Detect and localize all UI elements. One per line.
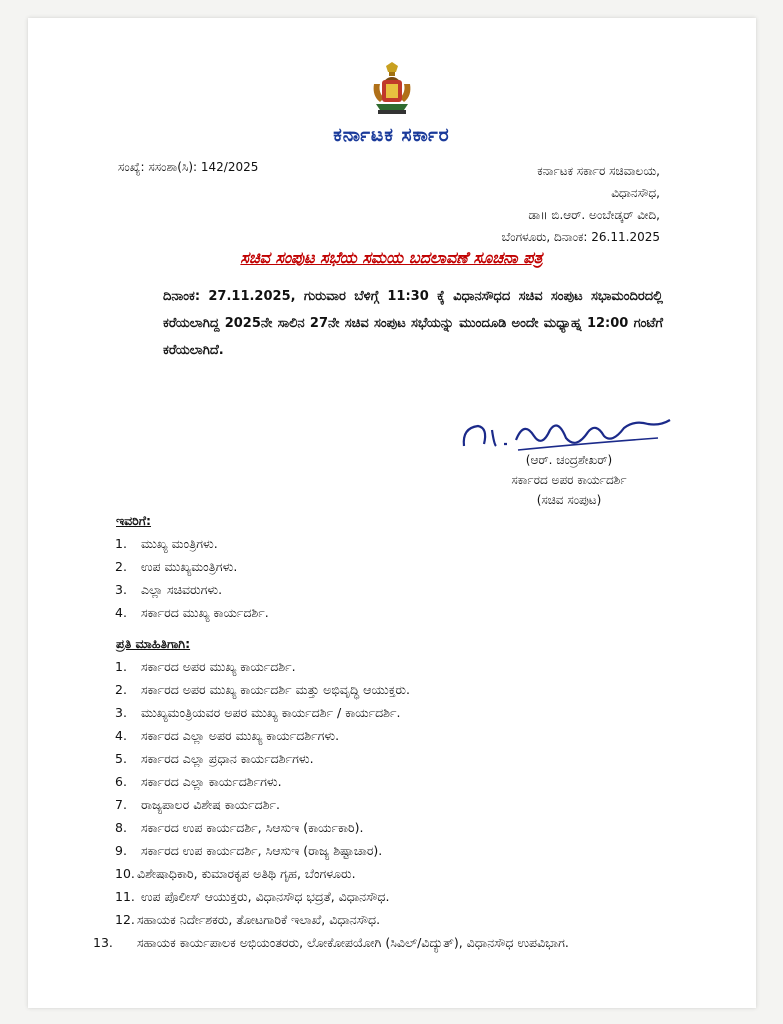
address-line: ವಿಧಾನಸೌಧ,: [611, 186, 660, 200]
list-item: 6. ಸರ್ಕಾರದ ಎಲ್ಲಾ ಕಾರ್ಯದರ್ಶಿಗಳು.: [115, 774, 282, 789]
copy-heading: ಪ್ರತಿ ಮಾಹಿತಿಗಾಗಿ:: [116, 636, 191, 651]
notice-title-text: ಸಚಿವ ಸಂಪುಟ ಸಭೆಯ ಸಮಯ ಬದಲಾವಣೆ ಸೂಚನಾ ಪತ್ರ: [240, 248, 543, 267]
list-item: 3. ಎಲ್ಲಾ ಸಚಿವರುಗಳು.: [115, 582, 223, 597]
list-item: 5. ಸರ್ಕಾರದ ಎಲ್ಲಾ ಪ್ರಧಾನ ಕಾರ್ಯದರ್ಶಿಗಳು.: [115, 751, 314, 766]
to-list: [115, 532, 269, 624]
list-item: 12. ಸಹಾಯಕ ನಿರ್ದೇಶಕರು, ತೋಟಗಾರಿಕೆ ಇಲಾಖೆ, ವಿಧಾನಸೌಧ.: [115, 912, 381, 927]
address-line: ಕರ್ನಾಟಕ ಸರ್ಕಾರ ಸಚಿವಾಲಯ,: [537, 164, 660, 178]
list-item: 9. ಸರ್ಕಾರದ ಉಪ ಕಾರ್ಯದರ್ಶಿ, ಸಿಆಸುಇ (ರಾಜ್ಯ ಶಿಷ್ಟಾಚಾರ).: [115, 843, 383, 858]
address-line: ಡಾ॥ ಬಿ.ಆರ್. ಅಂಬೇಡ್ಕರ್ ವೀದಿ,: [528, 208, 660, 222]
notice-title: [0, 248, 783, 268]
list-item: 7. ರಾಜ್ಯಪಾಲರ ವಿಶೇಷ ಕಾರ್ಯದರ್ಶಿ.: [115, 797, 281, 812]
list-item: 3. ಮುಖ್ಯಮಂತ್ರಿಯವರ ಅಪರ ಮುಖ್ಯ ಕಾರ್ಯದರ್ಶಿ / ಕಾರ್ಯದರ್ಶಿ.: [115, 705, 401, 720]
list-item: 1. ಸರ್ಕಾರದ ಅಪರ ಮುಖ್ಯ ಕಾರ್ಯದರ್ಶಿ.: [115, 659, 296, 674]
notice-body: ದಿನಾಂಕ: 27.11.2025, ಗುರುವಾರ ಬೆಳಿಗ್ಗೆ 11:30 ಕ್ಕೆ ವಿಧಾನಸೌಧದ ಸಚಿವ ಸಂಪುಟ ಸಭಾಮಂದಿರದಲ್ಲಿ ಕರೆಯಲಾಗಿದ್ದ 2025ನೇ ಸಾಲಿನ 27ನೇ ಸಚಿವ ಸಂಪುಟ ಸಭೆಯನ್ನು ಮುಂದೂಡಿ ಅಂದೇ ಮಧ್ಯಾಹ್ನ 12:00 ಗಂಟೆಗೆ ಕರೆಯಲಾಗಿದೆ.: [163, 289, 663, 358]
to-heading: ಇವರಿಗೆ:: [116, 513, 152, 528]
list-item: 2. ಸರ್ಕಾರದ ಅಪರ ಮುಖ್ಯ ಕಾರ್ಯದರ್ಶಿ ಮತ್ತು ಅಭಿವೃದ್ಧಿ ಆಯುಕ್ತರು.: [115, 682, 410, 697]
karnataka-emblem-icon: [364, 62, 420, 118]
reference-number: ಸಂಖ್ಯೆ: ಸಸಂಶಾ(ಸಿ): 142/2025: [118, 160, 259, 174]
list-item: 4. ಸರ್ಕಾರದ ಎಲ್ಲಾ ಅಪರ ಮುಖ್ಯ ಕಾರ್ಯದರ್ಶಿಗಳು.: [115, 728, 340, 743]
list-item: 11. ಉಪ ಪೊಲೀಸ್ ಆಯುಕ್ತರು, ವಿಧಾನಸೌಧ ಭದ್ರತೆ, ವಿಧಾನಸೌಧ.: [115, 889, 390, 904]
list-item: 1. ಮುಖ್ಯ ಮಂತ್ರಿಗಳು.: [115, 536, 218, 551]
signatory-department: (ಸಚಿವ ಸಂಪುಟ): [536, 493, 602, 507]
copy-list: [93, 655, 657, 954]
address-block: [470, 160, 660, 248]
address-date: ಬೆಂಗಳೂರು, ದಿನಾಂಕ: 26.11.2025: [501, 230, 660, 244]
government-title: ಕರ್ನಾಟಕ ಸರ್ಕಾರ: [333, 124, 450, 146]
list-item: 8. ಸರ್ಕಾರದ ಉಪ ಕಾರ್ಯದರ್ಶಿ, ಸಿಆಸುಇ (ಕಾರ್ಯಕಾರಿ).: [115, 820, 364, 835]
signatory-name: (ಆರ್. ಚಂದ್ರಶೇಖರ್): [525, 453, 613, 467]
list-item: 2. ಉಪ ಮುಖ್ಯಮಂತ್ರಿಗಳು.: [115, 559, 238, 574]
signatory-block: [454, 450, 684, 510]
list-item: 4. ಸರ್ಕಾರದ ಮುಖ್ಯ ಕಾರ್ಯದರ್ಶಿ.: [115, 605, 269, 620]
signatory-designation: ಸರ್ಕಾರದ ಅಪರ ಕಾರ್ಯದರ್ಶಿ: [511, 473, 627, 487]
list-item: 13. ಸಹಾಯಕ ಕಾರ್ಯಪಾಲಕ ಅಭಿಯಂತರರು, ಲೋಕೋಪಯೋಗಿ (ಸಿವಿಲ್/ವಿದ್ಯುತ್), ವಿಧಾನಸೌಧ ಉಪವಿಭಾಗ.: [93, 935, 569, 950]
list-item: 10. ವಿಶೇಷಾಧಿಕಾರಿ, ಕುಮಾರಕೃಪ ಅತಿಥಿ ಗೃಹ, ಬೆಂಗಳೂರು.: [115, 866, 356, 881]
